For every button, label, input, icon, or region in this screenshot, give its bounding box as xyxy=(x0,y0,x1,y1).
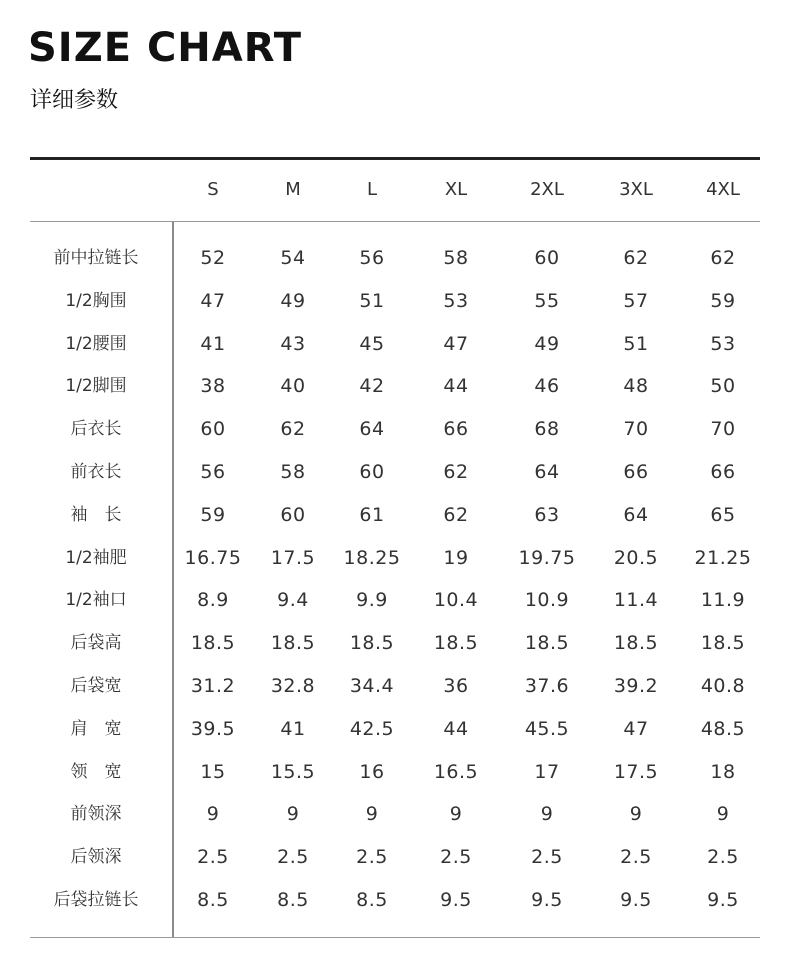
measurement-cell: 9.4 xyxy=(277,589,309,612)
measurement-cell: 34.4 xyxy=(349,674,395,697)
measurement-cell: 60 xyxy=(280,503,306,526)
measurement-cell: 18.5 xyxy=(190,632,236,655)
measurement-cell: 65 xyxy=(710,503,736,526)
measurement-cell: 9.5 xyxy=(440,888,472,911)
measurement-cell: 9.9 xyxy=(356,589,388,612)
size-header-cell: M xyxy=(285,179,301,200)
measurement-cell: 18 xyxy=(710,760,736,783)
size-header-cell: 2XL xyxy=(530,179,564,200)
measurement-cell: 68 xyxy=(534,418,560,441)
measurement-cell: 58 xyxy=(280,460,306,483)
size-header-cell: S xyxy=(207,179,219,200)
measurement-cell: 66 xyxy=(710,460,736,483)
table-row xyxy=(0,451,790,494)
measurement-cell: 41 xyxy=(280,717,306,740)
measurement-cell: 64 xyxy=(359,418,385,441)
measurement-cell: 62 xyxy=(710,247,736,269)
measurement-cell: 56 xyxy=(200,460,226,483)
table-row xyxy=(0,237,790,280)
row-label: 前领深 xyxy=(70,804,122,825)
measurement-cell: 52 xyxy=(200,247,226,269)
measurement-cell: 8.5 xyxy=(356,888,388,911)
size-header-cell: L xyxy=(366,179,378,200)
measurement-cell: 8.5 xyxy=(197,888,229,911)
measurement-cell: 55 xyxy=(534,289,560,312)
measurement-cell: 18.5 xyxy=(433,632,479,655)
size-header-row xyxy=(0,170,790,210)
measurement-cell: 59 xyxy=(710,289,736,312)
table-row xyxy=(0,751,790,794)
measurement-cell: 9 xyxy=(449,803,463,826)
row-label: 1/2脚围 xyxy=(65,376,127,397)
row-label: 1/2腰围 xyxy=(65,333,127,354)
measurement-cell: 15.5 xyxy=(270,760,316,783)
measurement-cell: 37.6 xyxy=(524,674,570,697)
measurement-cell: 62 xyxy=(443,503,469,526)
size-header-cell: XL xyxy=(444,179,468,200)
page-subtitle: 详细参数 xyxy=(30,88,119,113)
measurement-cell: 45 xyxy=(359,332,385,355)
table-row xyxy=(0,537,790,580)
table-row xyxy=(0,323,790,366)
measurement-cell: 60 xyxy=(200,418,226,441)
table-row xyxy=(0,622,790,665)
measurement-cell: 38 xyxy=(200,375,226,398)
measurement-cell: 18.5 xyxy=(349,632,395,655)
measurement-cell: 70 xyxy=(623,418,649,441)
measurement-cell: 31.2 xyxy=(190,674,236,697)
table-row xyxy=(0,579,790,622)
table-row xyxy=(0,408,790,451)
measurement-cell: 32.8 xyxy=(270,674,316,697)
measurement-cell: 18.25 xyxy=(343,546,401,569)
row-label: 1/2袖口 xyxy=(65,590,127,611)
measurement-cell: 46 xyxy=(534,375,560,398)
measurement-cell: 47 xyxy=(200,289,226,312)
table-row xyxy=(0,365,790,408)
measurement-cell: 9.5 xyxy=(531,888,563,911)
measurement-cell: 48 xyxy=(623,375,649,398)
header-rule xyxy=(30,221,760,222)
measurement-cell: 19 xyxy=(443,546,469,569)
measurement-cell: 2.5 xyxy=(440,846,472,869)
measurement-cell: 57 xyxy=(623,289,649,312)
measurement-cell: 51 xyxy=(623,332,649,355)
row-label: 后袋高 xyxy=(70,633,122,654)
measurement-cell: 18.5 xyxy=(613,632,659,655)
measurement-cell: 56 xyxy=(359,247,385,269)
table-row xyxy=(0,836,790,879)
measurement-cell: 63 xyxy=(534,503,560,526)
row-label: 领 宽 xyxy=(70,761,122,782)
measurement-cell: 54 xyxy=(280,247,306,269)
bottom-rule xyxy=(30,937,760,938)
size-header-cell: 3XL xyxy=(619,179,653,200)
measurement-cell: 49 xyxy=(534,332,560,355)
measurement-cell: 9 xyxy=(286,803,300,826)
measurement-cell: 42.5 xyxy=(349,717,395,740)
measurement-cell: 9.5 xyxy=(707,888,739,911)
measurement-cell: 47 xyxy=(443,332,469,355)
measurement-cell: 2.5 xyxy=(707,846,739,869)
measurement-cell: 60 xyxy=(534,247,560,269)
measurement-cell: 48.5 xyxy=(700,717,746,740)
measurement-cell: 15 xyxy=(200,760,226,783)
measurement-cell: 40 xyxy=(280,375,306,398)
measurement-cell: 9.5 xyxy=(620,888,652,911)
measurement-cell: 16.5 xyxy=(433,760,479,783)
measurement-cell: 64 xyxy=(534,460,560,483)
table-row xyxy=(0,793,790,836)
measurement-cell: 9 xyxy=(716,803,730,826)
measurement-cell: 42 xyxy=(359,375,385,398)
measurement-cell: 2.5 xyxy=(620,846,652,869)
measurement-cell: 36 xyxy=(443,674,469,697)
measurement-cell: 2.5 xyxy=(277,846,309,869)
table-row xyxy=(0,280,790,323)
measurement-cell: 17.5 xyxy=(613,760,659,783)
measurement-cell: 8.9 xyxy=(197,589,229,612)
measurement-cell: 49 xyxy=(280,289,306,312)
measurement-cell: 16.75 xyxy=(184,546,242,569)
measurement-cell: 62 xyxy=(280,418,306,441)
measurement-cell: 64 xyxy=(623,503,649,526)
table-row xyxy=(0,879,790,922)
top-rule xyxy=(30,157,760,160)
measurement-cell: 45.5 xyxy=(524,717,570,740)
measurement-cell: 2.5 xyxy=(531,846,563,869)
measurement-cell: 50 xyxy=(710,375,736,398)
measurement-cell: 8.5 xyxy=(277,888,309,911)
measurement-cell: 59 xyxy=(200,503,226,526)
measurement-cell: 51 xyxy=(359,289,385,312)
measurement-cell: 9 xyxy=(206,803,220,826)
measurement-cell: 62 xyxy=(443,460,469,483)
measurement-cell: 58 xyxy=(443,247,469,269)
measurement-cell: 18.5 xyxy=(524,632,570,655)
row-label: 后领深 xyxy=(70,847,122,868)
measurement-cell: 66 xyxy=(623,460,649,483)
measurement-cell: 19.75 xyxy=(518,546,576,569)
measurement-cell: 44 xyxy=(443,717,469,740)
measurement-cell: 66 xyxy=(443,418,469,441)
page-title: SIZE CHART xyxy=(28,25,303,71)
row-label: 前衣长 xyxy=(70,461,122,482)
measurement-cell: 40.8 xyxy=(700,674,746,697)
row-label: 肩 宽 xyxy=(70,718,122,739)
measurement-cell: 10.4 xyxy=(433,589,479,612)
measurement-cell: 18.5 xyxy=(700,632,746,655)
measurement-cell: 62 xyxy=(623,247,649,269)
measurement-cell: 2.5 xyxy=(197,846,229,869)
measurement-cell: 43 xyxy=(280,332,306,355)
row-label: 后衣长 xyxy=(70,419,122,440)
table-row xyxy=(0,665,790,708)
measurement-cell: 53 xyxy=(443,289,469,312)
measurement-cell: 2.5 xyxy=(356,846,388,869)
measurement-cell: 9 xyxy=(365,803,379,826)
measurement-cell: 61 xyxy=(359,503,385,526)
measurement-cell: 39.2 xyxy=(613,674,659,697)
measurement-cell: 53 xyxy=(710,332,736,355)
table-row xyxy=(0,708,790,751)
row-label: 1/2胸围 xyxy=(65,290,127,311)
row-label: 袖 长 xyxy=(70,504,122,525)
measurement-table-body xyxy=(0,237,790,922)
measurement-cell: 39.5 xyxy=(190,717,236,740)
row-label: 后袋拉链长 xyxy=(53,889,139,910)
measurement-cell: 17.5 xyxy=(270,546,316,569)
measurement-cell: 16 xyxy=(359,760,385,783)
measurement-cell: 70 xyxy=(710,418,736,441)
row-label: 后袋宽 xyxy=(70,675,122,696)
measurement-cell: 11.4 xyxy=(613,589,659,612)
measurement-cell: 60 xyxy=(359,460,385,483)
size-header-cell: 4XL xyxy=(706,179,740,200)
measurement-cell: 9 xyxy=(629,803,643,826)
row-label: 1/2袖肥 xyxy=(65,547,127,568)
measurement-cell: 17 xyxy=(534,760,560,783)
measurement-cell: 18.5 xyxy=(270,632,316,655)
measurement-cell: 44 xyxy=(443,375,469,398)
measurement-cell: 20.5 xyxy=(613,546,659,569)
measurement-cell: 10.9 xyxy=(524,589,570,612)
measurement-cell: 41 xyxy=(200,332,226,355)
measurement-cell: 9 xyxy=(540,803,554,826)
measurement-cell: 21.25 xyxy=(694,546,752,569)
table-row xyxy=(0,494,790,537)
measurement-cell: 11.9 xyxy=(700,589,746,612)
measurement-cell: 47 xyxy=(623,717,649,740)
row-label: 前中拉链长 xyxy=(53,248,139,268)
